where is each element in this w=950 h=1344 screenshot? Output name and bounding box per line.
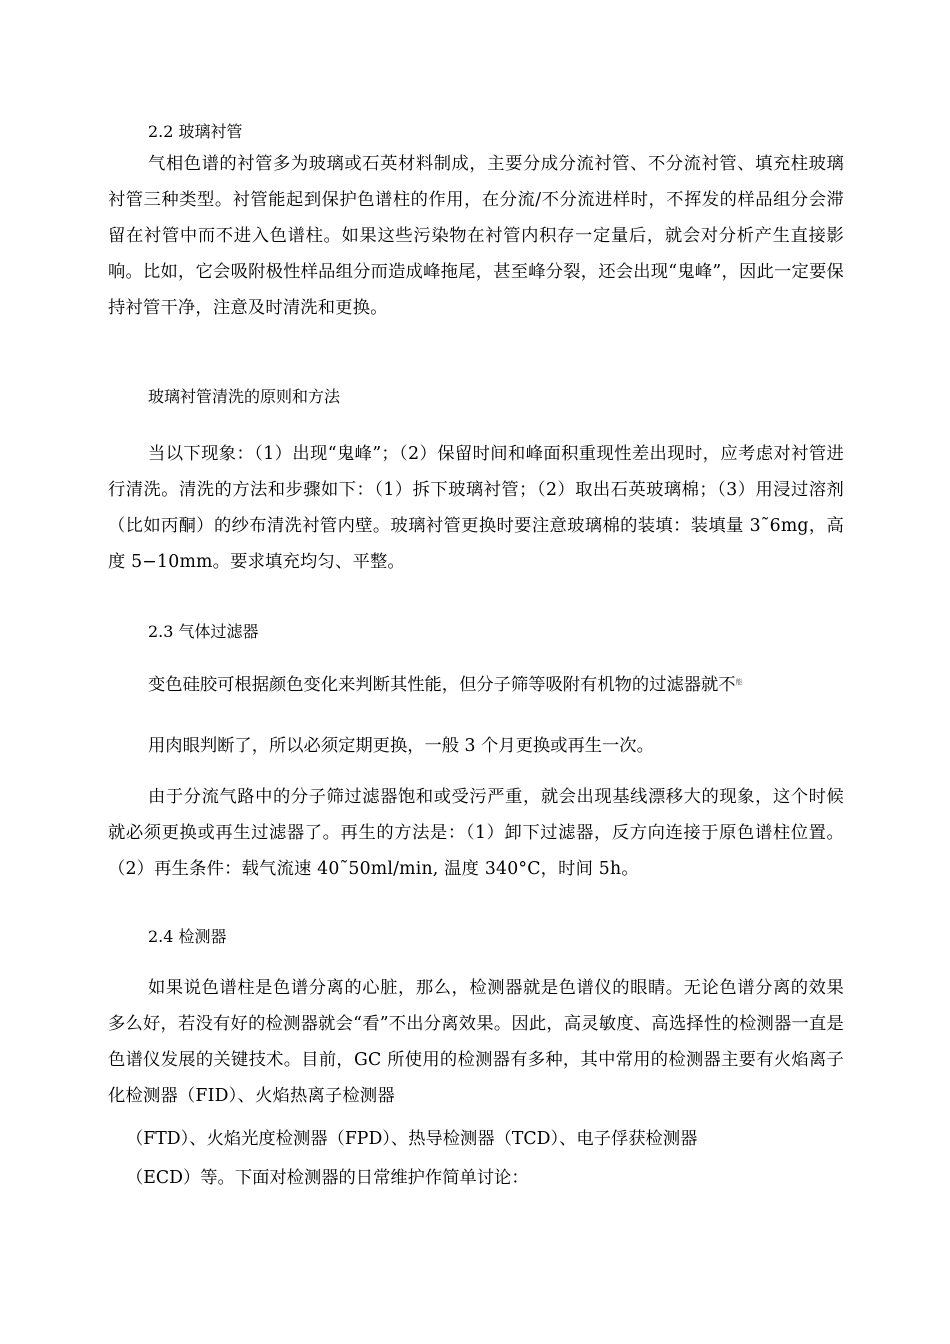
section-heading-2-2: 2.2 玻璃衬管 — [148, 122, 243, 141]
paragraph-detector-intro: 如果说色谱柱是色谱分离的心脏，那么，检测器就是色谱仪的眼睛。无论色谱分离的效果多么好，若没有好的检测器就会“看”不出分离效果。因此，高灵敏度、高选择性的检测器一直是色谱仪发展的关键技术。目前，GC 所使用的检测器有多种，其中常用的检测器主要有火焰离子化检测器（FID）、火焰热离子检测器 — [108, 978, 844, 1106]
section-heading-2-3: 2.3 气体过滤器 — [148, 622, 259, 641]
text-line-detector-maintenance: （ECD）等。下面对检测器的日常维护作简单讨论： — [126, 1168, 529, 1188]
paragraph-filter-regeneration: 由于分流气路中的分子筛过滤器饱和或受污严重，就会出现基线漂移大的现象，这个时候就必须更换或再生过滤器了。再生的方法是：（1）卸下过滤器，反方向连接于原色谱柱位置。（2）再生条件：载气流速 40˜50ml/min, 温度 340°C，时间 5h。 — [108, 787, 844, 879]
text-line-detector-list: （FTD）、火焰光度检测器（FPD）、热导检测器（TCD）、电子俘获检测器 — [126, 1129, 698, 1149]
section-heading-2-4: 2.4 检测器 — [148, 927, 227, 946]
text-line-replace-schedule: 用肉眼判断了，所以必须定期更换，一般 3 个月更换或再生一次。 — [148, 736, 654, 756]
text-line-silica-gel-main: 变色硅胶可根据颜色变化来判断其性能，但分子筛等吸附有机物的过滤器就不 — [148, 675, 736, 695]
paragraph-liner-cleaning: 当以下现象：（1）出现“鬼峰”；（2）保留时间和峰面积重现性差出现时，应考虑对衬管进行清洗。清洗的方法和步骤如下：（1）拆下玻璃衬管；（2）取出石英玻璃棉；（3）用浸过溶剂（比如丙酮）的纱布清洗衬管内壁。玻璃衬管更换时要注意玻璃棉的装填：装填量 3˜6mg，高度 5−10mm。要求填充均匀、平整。 — [108, 444, 844, 572]
text-line-silica-gel — [148, 664, 743, 703]
tiny-character-mark: 能 — [735, 678, 743, 686]
subheading-liner-cleaning: 玻璃衬管清洗的原则和方法 — [148, 387, 341, 406]
paragraph-glass-liner-intro: 气相色谱的衬管多为玻璃或石英材料制成，主要分成分流衬管、不分流衬管、填充柱玻璃衬管三种类型。衬管能起到保护色谱柱的作用，在分流/不分流进样时，不挥发的样品组分会滞留在衬管中而不进入色谱柱。如果这些污染物在衬管内积存一定量后，就会对分析产生直接影响。比如，它会吸附极性样品组分而造成峰拖尾，甚至峰分裂，还会出现“鬼峰”，因此一定要保持衬管干净，注意及时清洗和更换。 — [108, 154, 844, 318]
